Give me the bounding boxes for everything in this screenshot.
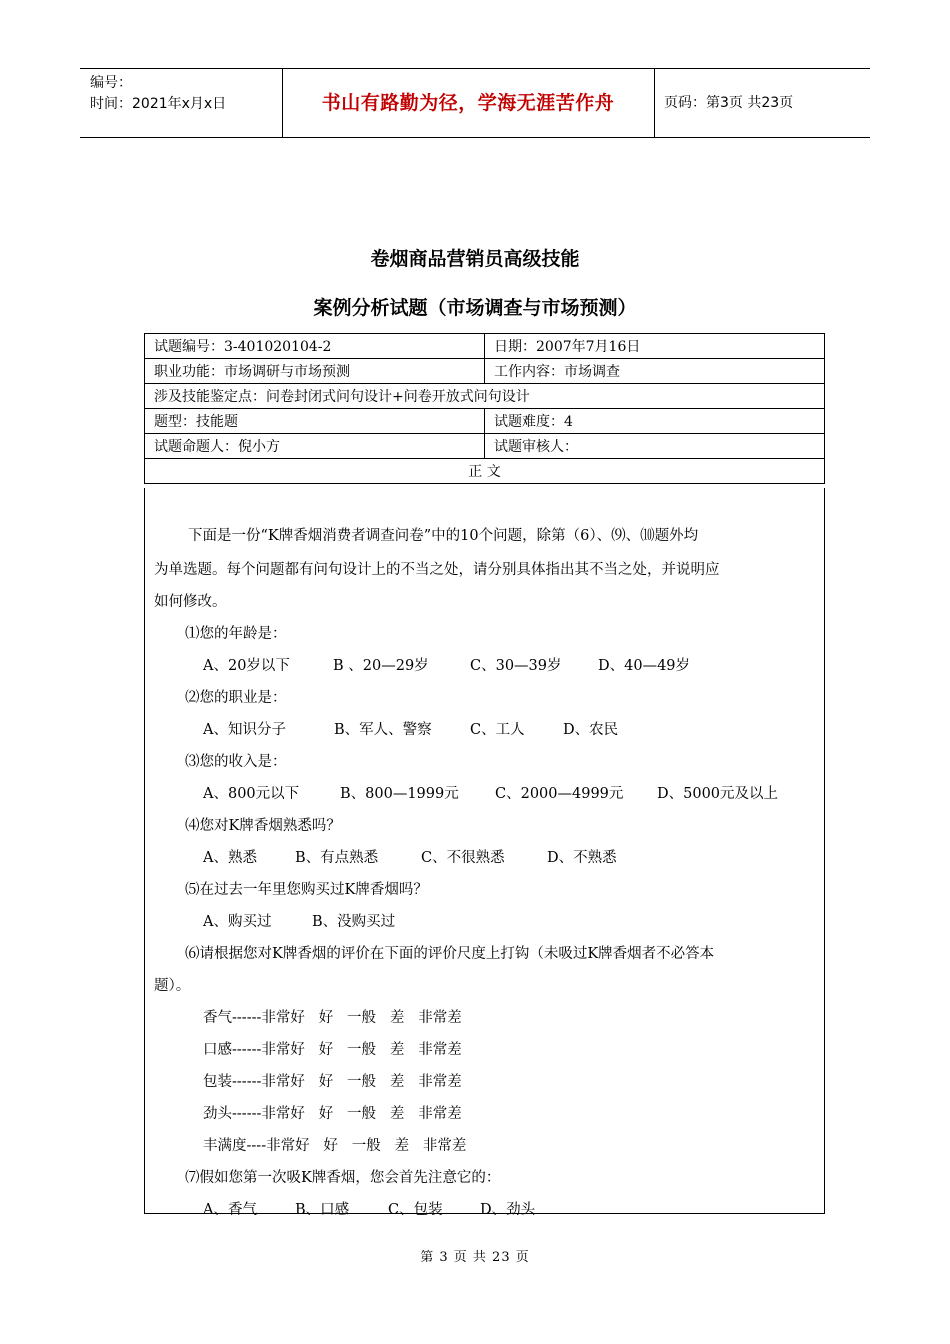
option: B、800—1999元	[340, 786, 459, 802]
option: D、农民	[563, 722, 619, 738]
rating-scale-packaging: 包装------非常好 好 一般 差 非常差	[203, 1074, 462, 1090]
option: B 、20—29岁	[333, 658, 429, 674]
body-heading: 正 文	[145, 459, 825, 484]
rating-scale-taste: 口感------非常好 好 一般 差 非常差	[203, 1042, 462, 1058]
intro-line: 如何修改。	[154, 594, 227, 610]
skill-points: 涉及技能鉴定点：问卷封闭式问句设计+问卷开放式问句设计	[145, 384, 825, 409]
header-meta	[90, 73, 226, 115]
question-3: ⑶您的收入是：	[185, 754, 287, 770]
header-page-info: 页码：第3页 共23页	[664, 95, 794, 111]
difficulty: 试题难度：4	[485, 409, 825, 434]
exam-info-table	[144, 333, 825, 484]
option: C、包装	[388, 1202, 443, 1218]
question-reviewer: 试题审核人：	[485, 434, 825, 459]
option: A、800元以下	[203, 786, 300, 802]
page-header	[80, 68, 870, 138]
question-1: ⑴您的年龄是：	[185, 626, 287, 642]
exam-number: 试题编号：3-401020104-2	[145, 334, 485, 359]
job-function: 职业功能：市场调研与市场预测	[145, 359, 485, 384]
option: C、30—39岁	[470, 658, 562, 674]
option: B、有点熟悉	[295, 850, 379, 866]
option: D、不熟悉	[547, 850, 617, 866]
question-6: ⑹请根据您对K牌香烟的评价在下面的评价尺度上打钩（未吸过K牌香烟者不必答本	[185, 946, 715, 962]
exam-date: 日期：2007年7月16日	[485, 334, 825, 359]
question-author: 试题命题人：倪小方	[145, 434, 485, 459]
option: B、军人、警察	[334, 722, 432, 738]
question-4: ⑷您对K牌香烟熟悉吗？	[185, 818, 341, 834]
document-title: 卷烟商品营销员高级技能	[370, 248, 580, 270]
intro-line: 为单选题。每个问题都有问句设计上的不当之处，请分别具体指出其不当之处，并说明应	[154, 562, 720, 578]
option: A、20岁以下	[203, 658, 290, 674]
option: D、5000元及以上	[657, 786, 779, 802]
work-content: 工作内容：市场调查	[485, 359, 825, 384]
option: D、40—49岁	[598, 658, 691, 674]
option: A、购买过	[203, 914, 272, 930]
option: C、工人	[470, 722, 525, 738]
header-motto: 书山有路勤为径，学海无涯苦作舟	[321, 92, 615, 114]
header-divider	[654, 69, 655, 137]
question-5: ⑸在过去一年里您购买过K牌香烟吗？	[185, 882, 428, 898]
question-2: ⑵您的职业是：	[185, 690, 287, 706]
document-subtitle: 案例分析试题（市场调查与市场预测）	[313, 297, 637, 319]
number-label: 编号：	[90, 75, 132, 91]
option: A、熟悉	[203, 850, 257, 866]
option: B、口感	[295, 1202, 350, 1218]
rating-scale-aroma: 香气------非常好 好 一般 差 非常差	[203, 1010, 462, 1026]
page-footer: 第 3 页 共 23 页	[420, 1250, 530, 1265]
rating-scale-strength: 劲头------非常好 好 一般 差 非常差	[203, 1106, 462, 1122]
option: C、不很熟悉	[421, 850, 505, 866]
question-7: ⑺假如您第一次吸K牌香烟，您会首先注意它的：	[185, 1170, 501, 1186]
option: B、没购买过	[312, 914, 396, 930]
intro-line: 下面是一份“K牌香烟消费者调查问卷”中的10个问题，除第（6）、⑼、⑽题外均	[188, 528, 699, 544]
question-6-cont: 题）。	[154, 978, 191, 994]
rating-scale-fullness: 丰满度----非常好 好 一般 差 非常差	[203, 1138, 467, 1154]
option: A、知识分子	[203, 722, 286, 738]
question-type: 题型：技能题	[145, 409, 485, 434]
time-line: 时间：2021年x月x日	[90, 96, 227, 112]
option: A、香气	[203, 1202, 257, 1218]
option: D、劲头	[480, 1202, 536, 1218]
question-body	[144, 488, 825, 1218]
option: C、2000—4999元	[495, 786, 624, 802]
